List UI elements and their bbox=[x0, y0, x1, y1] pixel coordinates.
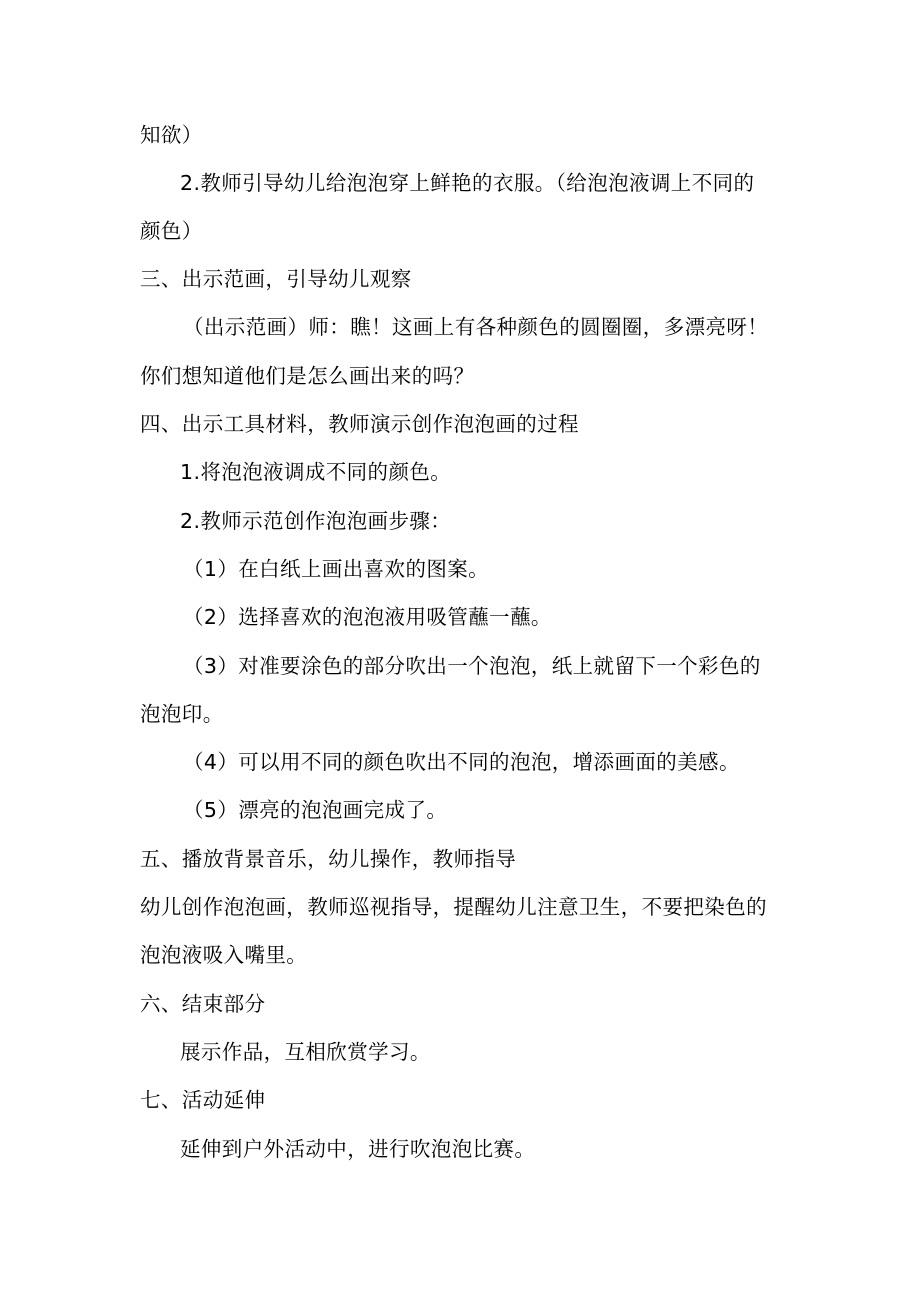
list-item: （1）在白纸上画出喜欢的图案。 bbox=[183, 557, 490, 581]
section-heading: 五、播放背景音乐，幼儿操作，教师指导 bbox=[140, 847, 517, 871]
paragraph-line: 展示作品，互相欣赏学习。 bbox=[180, 1040, 431, 1064]
paragraph-line: 你们想知道他们是怎么画出来的吗？ bbox=[140, 364, 475, 388]
paragraph-line: 幼儿创作泡泡画，教师巡视指导，提醒幼儿注意卫生，不要把染色的 bbox=[140, 895, 767, 919]
section-heading: 四、出示工具材料，教师演示创作泡泡画的过程 bbox=[140, 412, 579, 436]
list-item: 1.将泡泡液调成不同的颜色。 bbox=[180, 460, 452, 484]
paragraph-line: 泡泡印。 bbox=[140, 702, 224, 726]
paragraph-line: （出示范画）师：瞧！这画上有各种颜色的圆圈圈，多漂亮呀！ bbox=[183, 315, 769, 339]
list-item: （3）对准要涂色的部分吹出一个泡泡，纸上就留下一个彩色的 bbox=[183, 654, 761, 678]
paragraph-line: 知欲） bbox=[140, 123, 203, 147]
section-heading: 六、结束部分 bbox=[140, 992, 266, 1016]
paragraph-line: 延伸到户外活动中，进行吹泡泡比赛。 bbox=[180, 1137, 536, 1161]
list-item: （4）可以用不同的颜色吹出不同的泡泡，增添画面的美感。 bbox=[183, 750, 740, 774]
section-heading: 七、活动延伸 bbox=[140, 1088, 266, 1112]
paragraph-line: 2.教师引导幼儿给泡泡穿上鲜艳的衣服。（给泡泡液调上不同的 bbox=[180, 171, 755, 195]
list-item: （5）漂亮的泡泡画完成了。 bbox=[183, 798, 448, 822]
section-heading: 三、出示范画，引导幼儿观察 bbox=[140, 267, 412, 291]
list-item: 2.教师示范创作泡泡画步骤： bbox=[180, 509, 452, 533]
list-item: （2）选择喜欢的泡泡液用吸管蘸一蘸。 bbox=[183, 605, 552, 629]
paragraph-line: 颜色） bbox=[140, 219, 203, 243]
paragraph-line: 泡泡液吸入嘴里。 bbox=[140, 943, 308, 967]
